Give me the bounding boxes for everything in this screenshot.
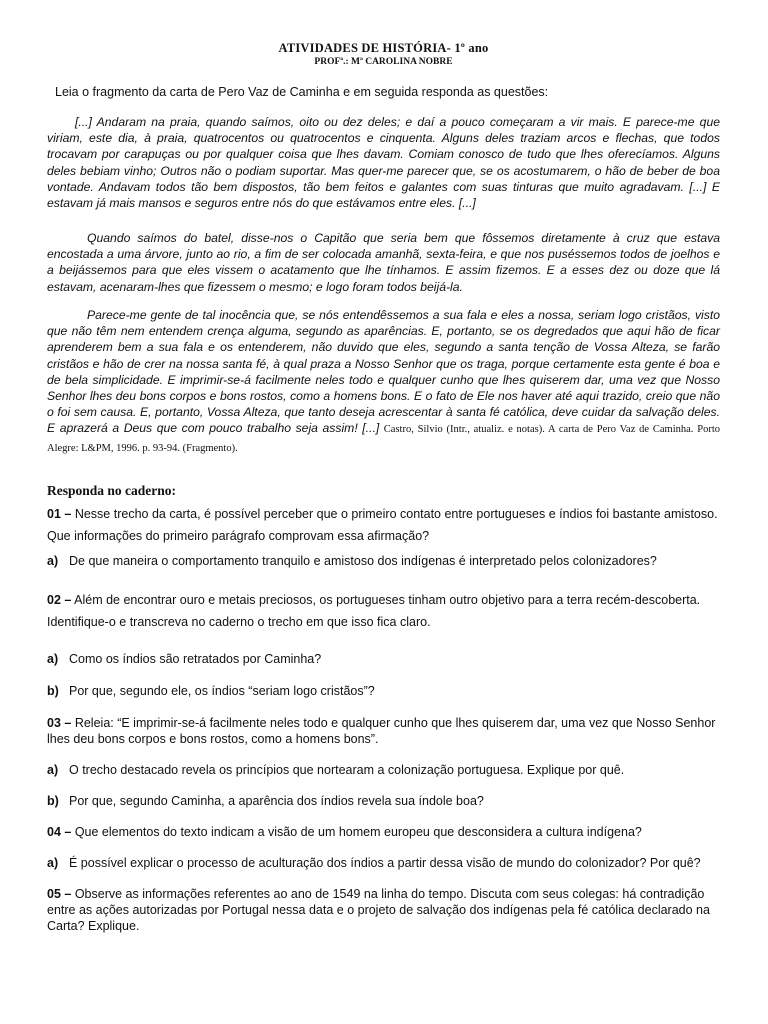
question-02 bbox=[47, 589, 720, 633]
question-text: Releia: “E imprimir-se-á facilmente neles todo e qualquer cunho que lhes quiserem dar, uma vez que Nosso Senhor lhes deu bons corpos e bons rostos, como a homens bons”. bbox=[47, 716, 716, 746]
question-number: 01 – bbox=[47, 507, 72, 521]
question-04-a bbox=[47, 852, 720, 874]
question-text: Nesse trecho da carta, é possível perceber que o primeiro contato entre portugueses e índios foi bastante amistoso. Que informações do primeiro parágrafo comprovam essa afirmação? bbox=[47, 507, 718, 543]
question-text: Além de encontrar ouro e metais preciosos, os portugueses tinham outro objetivo para a terra recém-descoberta. Identifique-o e transcreva no caderno o trecho em que isso fica claro. bbox=[47, 593, 701, 629]
item-label: a) bbox=[47, 763, 59, 777]
excerpt-paragraph-1: [...] Andaram na praia, quando saímos, oito ou dez deles; e daí a pouco começaram a vir mais. E parece-me que viriam, este dia, à praia, quatrocentos ou quatrocentos e cinquenta. Alguns deles traziam arcos e flechas, que todos trocavam por carapuças ou por qualquer coisa que lhes davam. Comiam conosco de tudo que lhes oferecíamos. Alguns deles bebiam vinho; Outros não o podiam suportar. Mas quer-me parecer que, se os acostumarem, o hão de beber de boa vontade. Andavam todos tão bem dispostos, tão bem feitos e galantes com suas tinturas que muito agradavam. [...] E estavam já mais mansos e seguros entre nós do que estávamos entre eles. [...] bbox=[47, 115, 720, 211]
item-label: a) bbox=[47, 554, 59, 568]
question-04 bbox=[47, 821, 720, 843]
question-03-b bbox=[47, 790, 720, 812]
excerpt-paragraph-2: Quando saímos do batel, disse-nos o Capitão que seria bem que fôssemos diretamente à cruz que estava encostada a uma árvore, junto ao rio, a fim de ser colocada amanhã, sexta-feira, e que nos puséssemos todos de joelhos e a beijássemos para que eles vissem o acatamento que lhe tínhamos. E assim fizemos. E a esses dez ou doze que lá estavam, acenaram-lhes que fizessem o mesmo; e logo foram todos beijá-la. bbox=[47, 231, 720, 294]
intro-instruction: Leia o fragmento da carta de Pero Vaz de Caminha e em seguida responda as questões: bbox=[55, 85, 549, 99]
question-02-a bbox=[47, 648, 720, 670]
item-label: b) bbox=[47, 794, 59, 808]
question-text: Observe as informações referentes ao ano de 1549 na linha do tempo. Discuta com seus colegas: há contradição entre as ações autorizadas por Portugal nessa data e o projeto de salvação dos indígenas pela fé católica declarado na Carta? Explique. bbox=[47, 887, 710, 933]
excerpt-paragraph-3-text: Parece-me gente de tal inocência que, se nós entendêssemos a sua fala e eles a nossa, seriam logo cristãos, visto que não têm nem entendem crença alguma, segundo as aparências. E, portanto, se os degredados que aqui hão de ficar aprenderem bem a sua fala e os entenderem, não duvido que eles, segundo a santa tenção de Vossa Alteza, se farão cristãos e hão de crer na nossa santa fé, à qual praza a Nosso Senhor que os traga, porque certamente esta gente é boa e de bela simplicidade. E imprimir-se-á facilmente neles todo e qualquer cunho que lhes quiserem dar, uma vez que Nosso Senhor lhes deu bons corpos e bons rostos, como a homens bons. E o fato de Ele nos haver até aqui trazido, creio que não o foi sem causa. E, portanto, Vossa Alteza, que tanto deseja acrescentar à santa fé católica, deve cuidar da salvação deles. E aprazerá a Deus que com pouco trabalho seja assim! [...] bbox=[47, 308, 720, 436]
question-03-a bbox=[47, 759, 720, 781]
question-02-b bbox=[47, 680, 720, 702]
question-01-a bbox=[47, 550, 720, 572]
item-label: b) bbox=[47, 684, 59, 698]
question-number: 02 – bbox=[47, 593, 72, 607]
question-01 bbox=[47, 503, 720, 547]
questions-heading: Responda no caderno: bbox=[47, 483, 177, 498]
question-05 bbox=[47, 886, 720, 934]
item-text: Por que, segundo ele, os índios “seriam logo cristãos”? bbox=[69, 684, 375, 698]
item-label: a) bbox=[47, 652, 59, 666]
question-03 bbox=[47, 715, 720, 747]
item-text: De que maneira o comportamento tranquilo e amistoso dos indígenas é interpretado pelos colonizadores? bbox=[69, 554, 657, 568]
item-text: Como os índios são retratados por Caminha? bbox=[69, 652, 322, 666]
question-text: Que elementos do texto indicam a visão de um homem europeu que desconsidera a cultura indígena? bbox=[74, 825, 642, 839]
teacher-name: PROFª.: Mª CAROLINA NOBRE bbox=[314, 57, 453, 67]
item-text: É possível explicar o processo de aculturação dos índios a partir dessa visão de mundo do colonizador? Por quê? bbox=[69, 856, 701, 870]
item-text: O trecho destacado revela os princípios que nortearam a colonização portuguesa. Explique por quê. bbox=[69, 763, 625, 777]
question-number: 03 – bbox=[47, 716, 72, 730]
source-reference: Castro, Silvio (Intr., atualiz. e notas). A carta de Pero Vaz de Caminha. Porto Alegre: L&PM, 1996. p. 93-94. (Fragmento). bbox=[47, 424, 720, 454]
page-title: ATIVIDADES DE HISTÓRIA- 1º ano bbox=[278, 41, 489, 55]
question-number: 04 – bbox=[47, 825, 72, 839]
item-label: a) bbox=[47, 856, 59, 870]
item-text: Por que, segundo Caminha, a aparência dos índios revela sua índole boa? bbox=[69, 794, 484, 808]
question-number: 05 – bbox=[47, 887, 72, 901]
excerpt-paragraph-3 bbox=[47, 307, 720, 457]
